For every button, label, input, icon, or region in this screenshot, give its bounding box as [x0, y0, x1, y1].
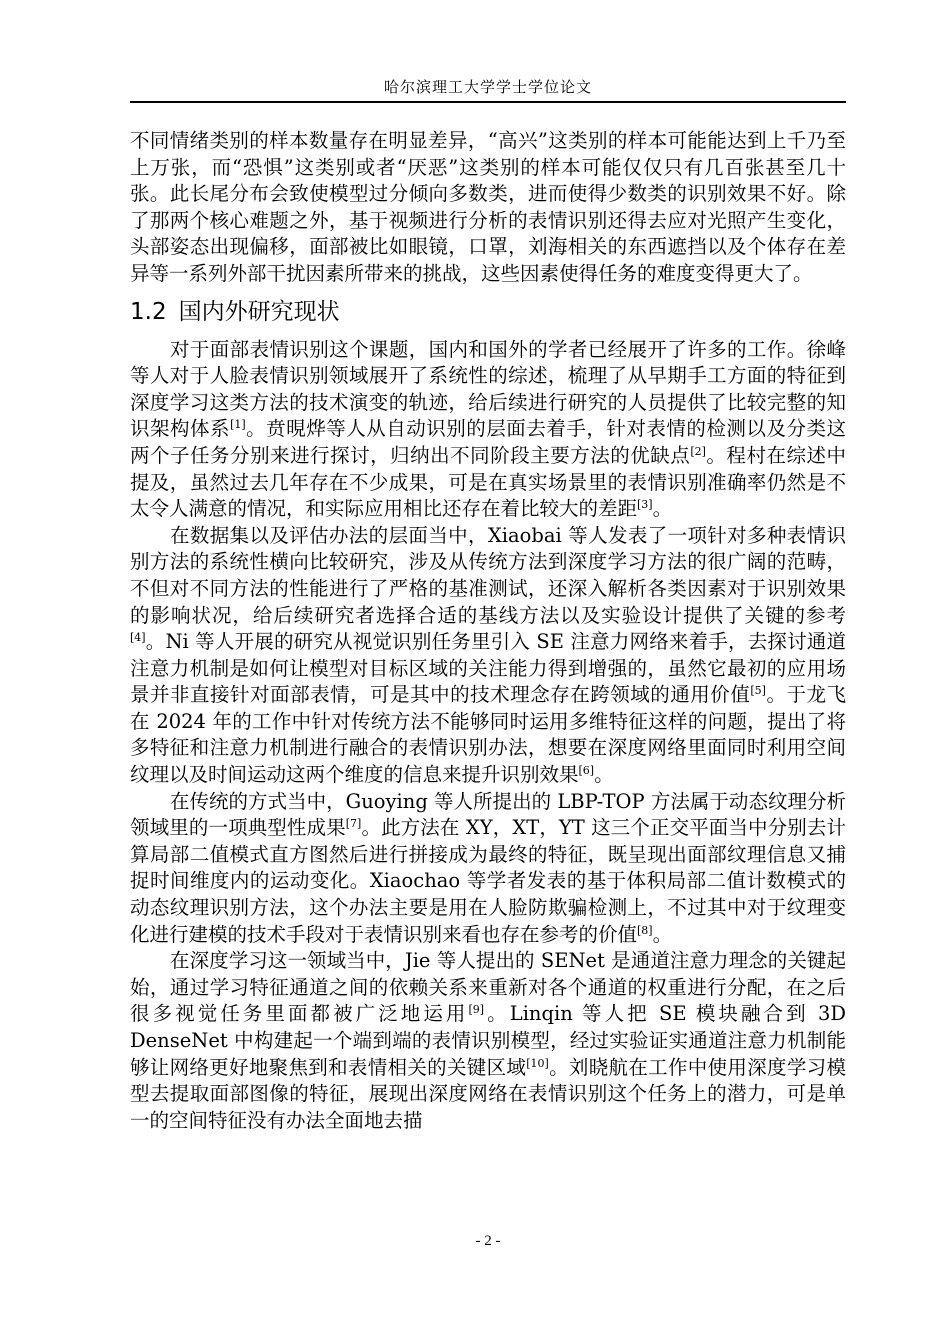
text-run: 。此方法在 XY，XT，YT 这三个正交平面当中分别去计算局部二值模式直方图然后进行拼接成为最终的特征，既呈现出面部纹理信息又捕捉时间维度内的运动变化。Xiaochao 等学者发表的基于体积局部二值计数模式的动态纹理识别方法，这个办法主要是用在人脸防欺骗检测上，不过其中对于纹理变化进行建模的技术手段对于表情识别来看也存在参考的价值: [130, 816, 846, 946]
header-rule: [130, 101, 846, 103]
page-body: [130, 128, 846, 1134]
text-run: 在传统的方式当中，Guoying 等人所提出的 LBP-TOP 方法属于动态纹理分析领域里的一项典型性成果: [130, 789, 846, 840]
text-run: 在深度学习这一领域当中，Jie 等人提出的 SENet 是通道注意力理念的关键起始，通过学习特征通道之间的依赖关系来重新对各个通道的权重进行分配，在之后很多视觉任务里面都被广泛地运用: [130, 949, 846, 1026]
citation-ref[interactable]: [2]: [690, 444, 706, 458]
paragraph-1: [130, 337, 846, 523]
running-header: 哈尔滨理工大学学士学位论文: [383, 78, 592, 96]
citation-ref[interactable]: [9]: [468, 1003, 485, 1017]
text-run: 。程村在综述中提及，虽然过去几年存在不少成果，可是在真实场景里的表情识别准确率仍然是不太令人满意的情况，和实际应用相比还存在着比较大的差距: [130, 443, 846, 521]
paragraph-0: 不同情绪类别的样本数量存在明显差异，“高兴”这类别的样本可能能达到上千乃至上万张，而“恐惧”这类别或者“厌恶”这类别的样本可能仅仅只有几百张甚至几十张。此长尾分布会致使模型过分倾向多数类，进而使得少数类的识别效果不好。除了那两个核心难题之外，基于视频进行分析的表情识别还得去应对光照产生变化，头部姿态出现偏移，面部被比如眼镜，口罩，刘海相关的东西遮挡以及个体存在差异等一系列外部干扰因素所带来的挑战，这些因素使得任务的难度变得更大了。: [130, 129, 846, 285]
citation-ref[interactable]: [6]: [578, 764, 595, 778]
text-run: 。于龙飞在 2024 年的工作中针对传统方法不能够同时运用多维特征这样的问题，提出了将多特征和注意力机制进行融合的表情识别办法，想要在深度网络里面同时利用空间纹理以及时间运动这两个维度的信息来提升识别效果: [130, 683, 846, 787]
paragraph-2: [130, 523, 846, 789]
text-run: 。Linqin 等人把 SE 模块融合到 3D DenseNet 中构建起一个端到端的表情识别模型，经过实验证实通道注意力机制能够让网络更好地聚焦到和表情相关的关键区域: [130, 1002, 846, 1079]
citation-ref[interactable]: [10]: [526, 1056, 549, 1070]
citation-ref[interactable]: [3]: [637, 498, 653, 512]
text-run: 。: [652, 922, 673, 946]
paragraph-4: [130, 948, 846, 1134]
section-heading: [130, 296, 846, 328]
section-title: 国内外研究现状: [178, 298, 340, 325]
paragraph-3: [130, 789, 846, 949]
text-run: 。: [652, 497, 673, 521]
text-run: 。: [594, 763, 614, 787]
text-run: 对于面部表情识别这个课题，国内和国外的学者已经展开了许多的工作。徐峰等人对于人脸表情识别领域展开了系统性的综述，梳理了从早期手工方面的特征到深度学习这类方法的技术演变的轨迹，给后续进行研究的人员提供了比较完整的知识架构体系: [130, 337, 846, 441]
citation-ref[interactable]: [5]: [750, 684, 766, 698]
citation-ref[interactable]: [4]: [130, 631, 146, 645]
text-run: 。刘晓航在工作中使用深度学习模型去提取面部图像的特征，展现出深度网络在表情识别这个任务上的潜力，可是单一的空间特征没有办法全面地去描: [130, 1055, 846, 1132]
citation-ref[interactable]: [1]: [230, 418, 246, 432]
text-run: 。Ni 等人开展的研究从视觉识别任务里引入 SE 注意力网络来着手，去探讨通道注意力机制是如何让模型对目标区域的关注能力得到增强的，虽然它最初的应用场景并非直接针对面部表情，可是其中的技术理念存在跨领域的通用价值: [130, 630, 846, 707]
text-run: 在数据集以及评估办法的层面当中，Xiaobai 等人发表了一项针对多种表情识别方法的系统性横向比较研究，涉及从传统方法到深度学习方法的很广阔的范畴，不但对不同方法的性能进行了严格的基准测试，还深入解析各类因素对于识别效果的影响状况，给后续研究者选择合适的基线方法以及实验设计提供了关键的参考: [130, 523, 846, 627]
citation-ref[interactable]: [8]: [637, 923, 653, 937]
page-number: - 2 -: [475, 1233, 501, 1249]
text-run: 。贲晛烨等人从自动识别的层面去着手，针对表情的检测以及分类这两个子任务分别来进行探讨，归纳出不同阶段主要方法的优缺点: [130, 417, 846, 467]
citation-ref[interactable]: [7]: [345, 817, 362, 831]
section-number: 1.2: [130, 298, 167, 325]
